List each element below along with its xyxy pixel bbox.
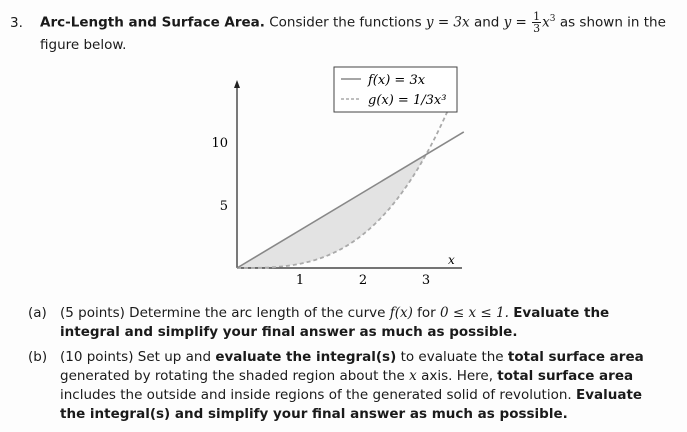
part-a-label: (a) [28, 305, 47, 321]
x-tick-label-3: 3 [421, 273, 431, 288]
part-a [28, 304, 658, 342]
part-b-text: (10 points) Set up and evaluate the integral(s) to evaluate the total surface area generated by rotating the shaded region about the x axis. Here, total surface area includes the outside and inside regions of the generated solid of revolution. Evaluate the integral(s) and simplify your final answer as much as possible. [60, 349, 644, 422]
part-a-range: 0 ≤ x ≤ 1. [440, 305, 509, 321]
y-axis-arrow [234, 80, 240, 88]
part-a-function: f(x) [389, 305, 413, 321]
part-b-instruction: Evaluate the integral(s) and simplify your final answer as much as possible. [60, 387, 643, 422]
x-tick-label-2: 2 [358, 273, 368, 288]
part-a-instruction: Evaluate the integral and simplify your final answer as much as possible. [60, 305, 610, 340]
intro-text-b: as shown in the [559, 14, 666, 31]
problem-number: 3. [10, 14, 23, 31]
intro-and: and [473, 14, 500, 31]
intro-text-a: Consider the functions [269, 14, 422, 31]
x-axis-label: x [448, 253, 455, 267]
legend-f-label: f(x) = 3x [368, 73, 426, 88]
part-b-label: (b) [28, 349, 48, 365]
part-a-text: (5 points) Determine the arc length of the curve f(x) for 0 ≤ x ≤ 1. Evaluate the integral and simplify your final answer as much as possible. [60, 305, 610, 340]
equation-cubic-lhs: y = [503, 14, 527, 31]
part-b [28, 348, 658, 424]
f-line [237, 132, 464, 268]
y-tick-label-10: 10 [211, 136, 228, 151]
equation-cubic-var: x [542, 14, 550, 31]
x-tick-label-1: 1 [295, 273, 305, 288]
legend-g-label: g(x) = 1/3x³ [368, 93, 447, 108]
equation-linear: y = 3x [425, 14, 470, 31]
question-parts [28, 304, 658, 430]
intro-text-c: figure below. [40, 37, 127, 53]
equation-cubic-exponent: 3 [549, 14, 556, 24]
y-tick-label-5: 5 [219, 199, 228, 214]
fraction-one-third: $\frac{1}{3}$ [533, 10, 541, 35]
problem-title: Arc-Length and Surface Area. [40, 14, 265, 31]
